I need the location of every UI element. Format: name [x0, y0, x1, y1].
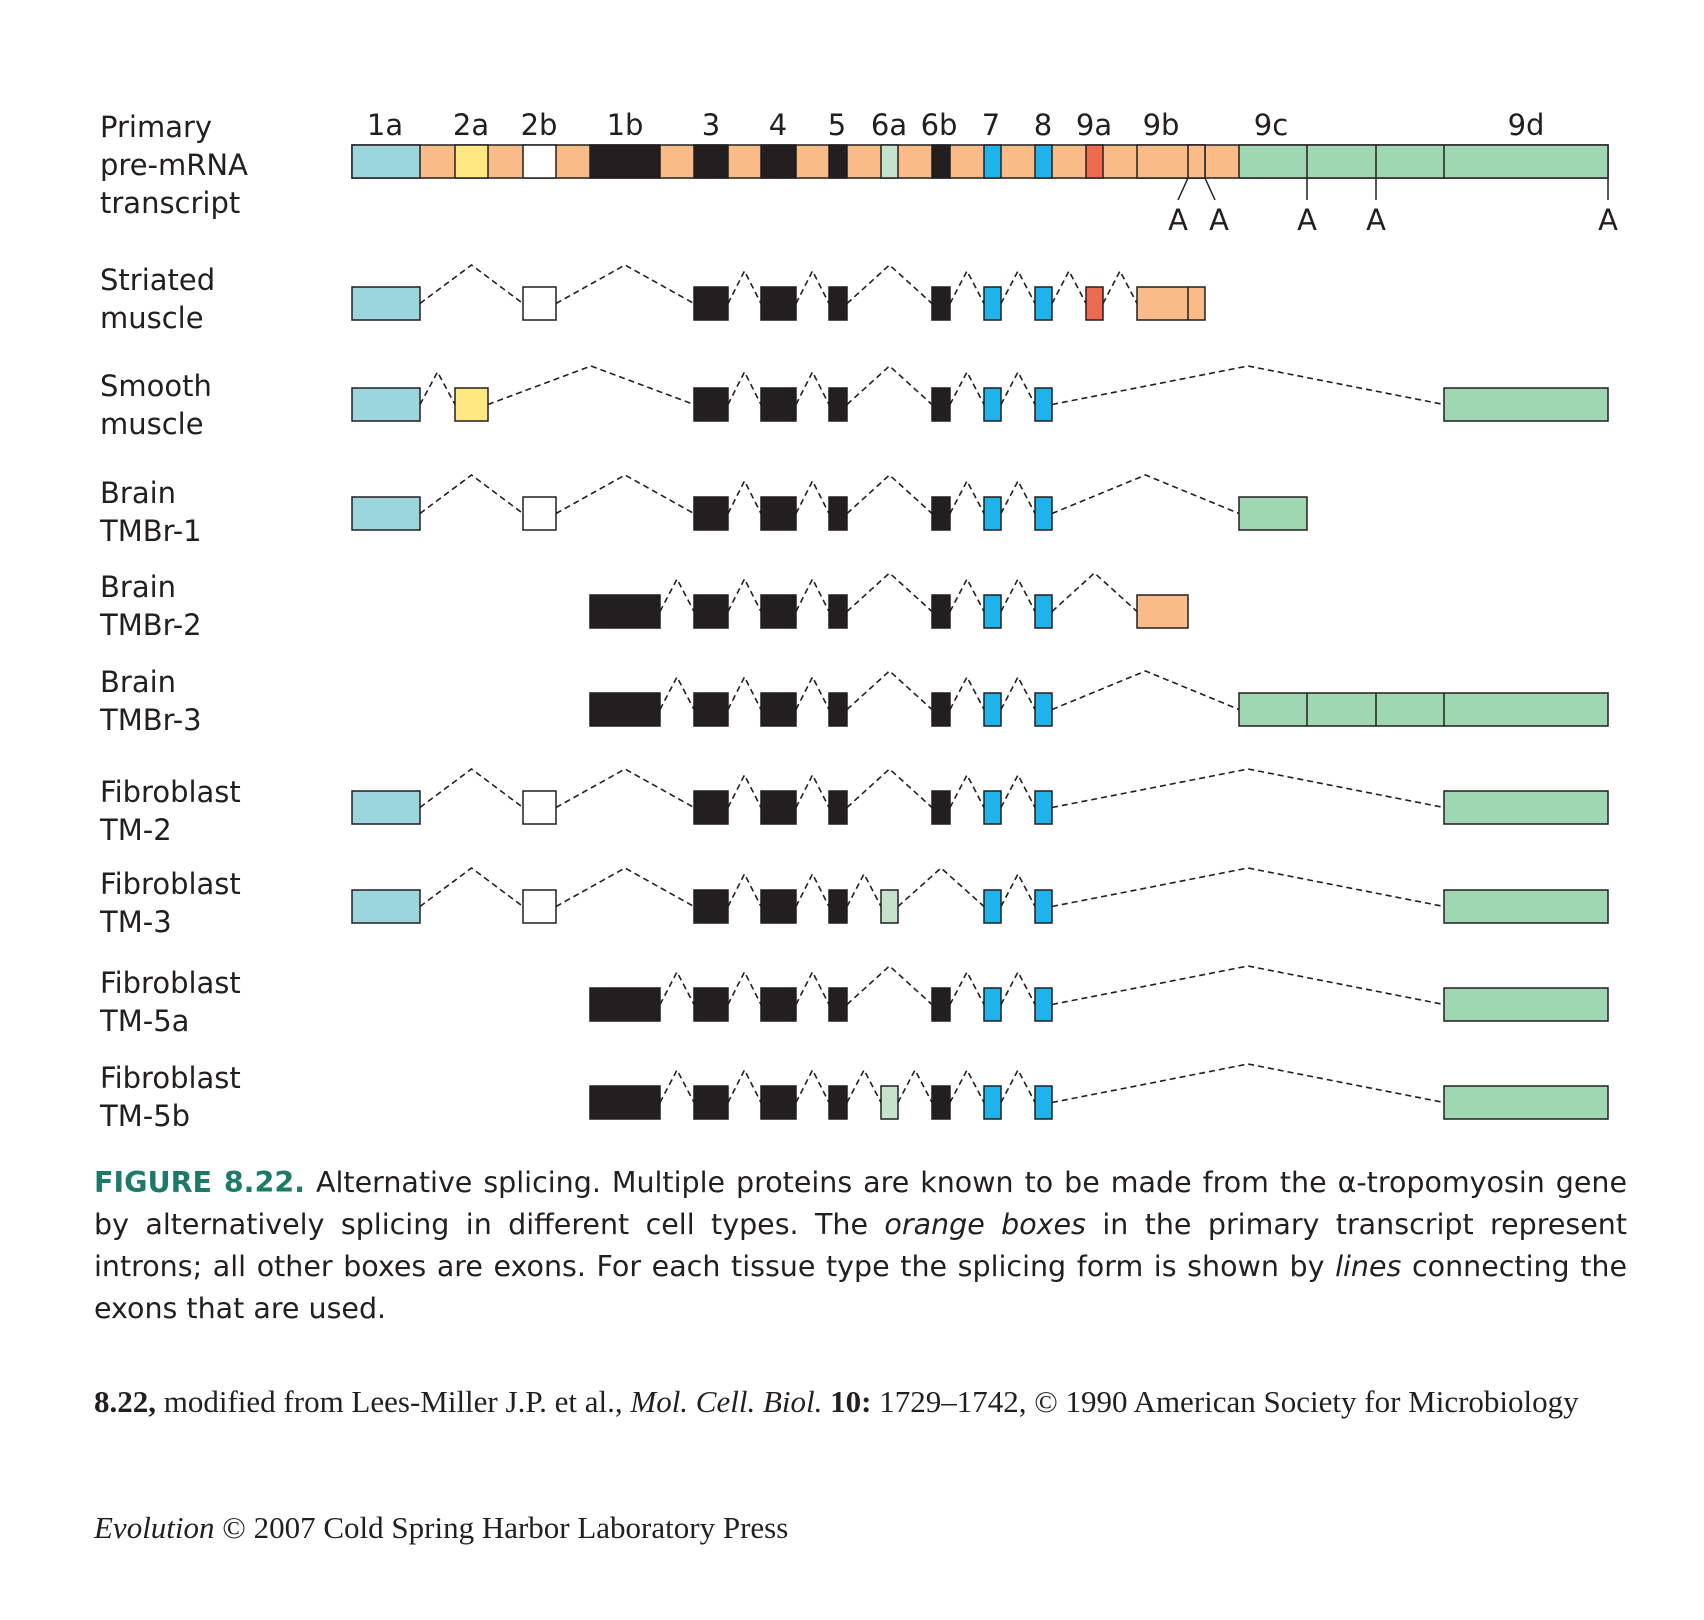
- splice-connector: [847, 1070, 881, 1103]
- polyA-label: A: [1209, 203, 1229, 237]
- isoform-exon-track: [590, 671, 1608, 726]
- exon-8: [1035, 287, 1052, 320]
- exon-8: [1035, 595, 1052, 628]
- splice-connector: [1052, 271, 1086, 304]
- splice-connector: [728, 677, 761, 710]
- figure-caption: [94, 1162, 1627, 1330]
- exon-6a: [881, 1086, 898, 1119]
- isoform-exon-track: [590, 573, 1188, 628]
- exon-1b: [590, 1086, 660, 1119]
- exon-label-2b: 2b: [520, 108, 558, 142]
- exon-9d: [1444, 1086, 1608, 1119]
- splice-connector: [796, 579, 829, 612]
- isoform-label-line-1: Brain: [100, 570, 177, 604]
- caption-text-2: in the primary transcript represent introns; all other boxes are exons. For each tissue type the splicing form is shown by: [94, 1208, 1627, 1283]
- exon-4: [761, 497, 796, 530]
- exon-7: [984, 287, 1001, 320]
- isoform-label-line-2: muscle: [100, 301, 204, 335]
- isoform-label-line-2: TM-5a: [100, 1004, 190, 1038]
- credit-volume: 10:: [830, 1384, 872, 1419]
- exon-3: [694, 595, 728, 628]
- isoform-label-line-1: Striated: [100, 263, 216, 297]
- exon-7: [984, 988, 1001, 1021]
- isoform-exon-track: [590, 966, 1608, 1021]
- primary-transcript-label: [100, 110, 248, 220]
- splice-connector: [1052, 573, 1137, 612]
- caption-text-3: connecting the exons that are used.: [94, 1250, 1628, 1325]
- splice-connector: [847, 966, 932, 1005]
- exon-6b: [932, 595, 950, 628]
- splice-connector: [1001, 775, 1035, 808]
- splice-connector: [728, 874, 761, 907]
- splice-connector: [1052, 671, 1239, 710]
- splice-connector: [796, 271, 829, 304]
- splice-connector: [420, 868, 523, 907]
- exon-6b: [932, 388, 950, 421]
- exon-9d: [1444, 791, 1608, 824]
- splice-connector: [847, 573, 932, 612]
- isoform-label-line-1: Fibroblast: [100, 867, 241, 901]
- isoform-row-smooth-muscle: [100, 366, 1608, 441]
- splice-connector: [1052, 366, 1444, 405]
- isoform-label-line-1: Brain: [100, 665, 177, 699]
- splice-connector: [1001, 372, 1035, 405]
- exon-1a: [352, 388, 420, 421]
- exon-5: [829, 988, 847, 1021]
- exon-8: [1035, 693, 1052, 726]
- splice-connector: [1001, 874, 1035, 907]
- splice-connector: [660, 677, 694, 710]
- primary-exon-1a: [352, 145, 420, 178]
- exon-9a: [1086, 287, 1103, 320]
- isoform-label-line-1: Smooth: [100, 369, 212, 403]
- isoform-label-line-1: Fibroblast: [100, 775, 241, 809]
- exon-7: [984, 791, 1001, 824]
- primary-exon-1b: [590, 145, 660, 178]
- exon-5: [829, 791, 847, 824]
- exon-label-2a: 2a: [452, 108, 490, 142]
- exon-4: [761, 287, 796, 320]
- exon-5: [829, 890, 847, 923]
- exon-4: [761, 1086, 796, 1119]
- splice-connector: [950, 775, 984, 808]
- exon-1a: [352, 497, 420, 530]
- exon-5: [829, 595, 847, 628]
- splice-connector: [796, 677, 829, 710]
- splice-connector: [1001, 271, 1035, 304]
- exon-label-5: 5: [827, 108, 847, 142]
- credit-text-2: 1729–1742, © 1990 American Society for Microbiology: [879, 1384, 1579, 1419]
- isoform-label-line-1: Fibroblast: [100, 966, 241, 1000]
- exon-6b: [932, 791, 950, 824]
- exon-label-9c: 9c: [1253, 108, 1289, 142]
- splice-connector: [728, 372, 761, 405]
- exon-1a: [352, 287, 420, 320]
- caption-emphasis-1: orange boxes: [884, 1208, 1086, 1241]
- exon-3: [694, 693, 728, 726]
- exon-3: [694, 388, 728, 421]
- primary-exon-2a: [455, 145, 488, 178]
- splice-connector: [728, 481, 761, 514]
- exon-label-7: 7: [981, 108, 1001, 142]
- exon-7: [984, 497, 1001, 530]
- polyA-label: A: [1366, 203, 1386, 237]
- exon-7: [984, 693, 1001, 726]
- splice-connector: [950, 1070, 984, 1103]
- exon-label-4: 4: [768, 108, 788, 142]
- exon-7: [984, 388, 1001, 421]
- splice-connector: [898, 1070, 932, 1103]
- splice-connector: [1001, 579, 1035, 612]
- splice-connector: [660, 972, 694, 1005]
- isoform-label-line-2: TMBr-3: [100, 703, 202, 737]
- splice-connector: [1052, 769, 1444, 808]
- isoform-label-line-2: TM-2: [100, 813, 172, 847]
- exon-9cd: [1239, 693, 1608, 726]
- polyA-sites: [1178, 178, 1608, 200]
- splice-connector: [796, 874, 829, 907]
- exon-5: [829, 693, 847, 726]
- exon-label-9a: 9a: [1075, 108, 1113, 142]
- splice-connector: [660, 579, 694, 612]
- exon-8: [1035, 988, 1052, 1021]
- exon-5: [829, 388, 847, 421]
- isoform-row-fibroblast-tm-3: [99, 867, 1608, 939]
- exon-6a: [881, 890, 898, 923]
- splice-connector: [796, 481, 829, 514]
- splice-connector: [950, 677, 984, 710]
- exon-label-6a: 6a: [870, 108, 908, 142]
- splice-connector: [556, 769, 694, 808]
- primary-exon-3: [694, 145, 728, 178]
- primary-exon-9a: [1086, 145, 1103, 178]
- exon-8: [1035, 1086, 1052, 1119]
- exon-label-1b: 1b: [606, 108, 644, 142]
- exon-9d: [1444, 890, 1608, 923]
- exon-4: [761, 388, 796, 421]
- polyA-tick: [1205, 178, 1215, 200]
- exon-6b: [932, 497, 950, 530]
- isoform-row-fibroblast-tm-2: [99, 769, 1608, 847]
- exon-9c: [1239, 497, 1307, 530]
- isoform-exon-track: [352, 769, 1608, 824]
- splice-connector: [796, 775, 829, 808]
- isoform-label-line-2: TM-3: [100, 905, 172, 939]
- primary-exon-9b2: [1188, 145, 1205, 178]
- isoform-row-fibroblast-tm-5a: [99, 966, 1608, 1038]
- splice-connector: [728, 972, 761, 1005]
- caption-emphasis-2: lines: [1335, 1250, 1402, 1283]
- exon-label-8: 8: [1033, 108, 1053, 142]
- primary-exon-2b: [523, 145, 556, 178]
- isoform-row-fibroblast-tm-5b: [99, 1061, 1608, 1133]
- exon-8: [1035, 497, 1052, 530]
- exon-labels: [367, 108, 1545, 142]
- exon-3: [694, 890, 728, 923]
- splice-connector: [420, 372, 455, 405]
- splice-connector: [796, 372, 829, 405]
- primary-label-line-1: Primary: [100, 110, 213, 144]
- splice-connector: [728, 1070, 761, 1103]
- figure-credit: [94, 1380, 1627, 1424]
- splice-connector: [847, 366, 932, 405]
- splice-connector: [950, 481, 984, 514]
- exon-7: [984, 1086, 1001, 1119]
- isoform-label-line-1: Brain: [100, 476, 177, 510]
- splice-connector: [847, 769, 932, 808]
- exon-1a: [352, 890, 420, 923]
- primary-exon-5: [829, 145, 847, 178]
- splice-connector: [420, 769, 523, 808]
- exon-4: [761, 595, 796, 628]
- splice-connector: [1052, 966, 1444, 1005]
- primary-exon-7: [984, 145, 1001, 178]
- exon-1b: [590, 988, 660, 1021]
- exon-3: [694, 287, 728, 320]
- exon-6b: [932, 287, 950, 320]
- isoform-label-line-2: TM-5b: [100, 1099, 191, 1133]
- exon-8: [1035, 890, 1052, 923]
- exon-4: [761, 890, 796, 923]
- splice-connector: [1052, 475, 1239, 514]
- exon-2b: [523, 497, 556, 530]
- exon-6b: [932, 1086, 950, 1119]
- splice-connector: [1052, 868, 1444, 907]
- splice-connector: [728, 775, 761, 808]
- exon-1b: [590, 595, 660, 628]
- splice-connector: [728, 579, 761, 612]
- primary-exon-9cd: [1239, 145, 1608, 178]
- exon-2b: [523, 890, 556, 923]
- exon-3: [694, 791, 728, 824]
- exon-7: [984, 595, 1001, 628]
- exon-7: [984, 890, 1001, 923]
- splice-connector: [950, 271, 984, 304]
- isoform-exon-track: [352, 265, 1205, 320]
- caption-text-1: Alternative splicing. Multiple proteins are known to be made from the α-tropomyosin gene by alternatively splicing in different cell types. The: [94, 1166, 1627, 1241]
- isoform-row-brain-tmbr-1: [99, 475, 1307, 548]
- exon-label-9b: 9b: [1142, 108, 1180, 142]
- exon-1a: [352, 791, 420, 824]
- splice-connector: [556, 868, 694, 907]
- exon-4: [761, 988, 796, 1021]
- primary-exon-8: [1035, 145, 1052, 178]
- isoform-label-line-1: Fibroblast: [100, 1061, 241, 1095]
- credit-journal: Mol. Cell. Biol.: [630, 1384, 823, 1419]
- isoform-exon-track: [352, 475, 1307, 530]
- splice-connector: [1103, 271, 1137, 304]
- polyA-tick: [1178, 178, 1188, 200]
- exon-6b: [932, 988, 950, 1021]
- splice-connector: [1052, 1064, 1444, 1103]
- splice-connector: [556, 265, 694, 304]
- exon-label-3: 3: [701, 108, 721, 142]
- polyA-labels: [1168, 203, 1618, 237]
- exon-1b: [590, 693, 660, 726]
- exon-2a: [455, 388, 488, 421]
- primary-exon-6b: [932, 145, 950, 178]
- splice-connector: [847, 475, 932, 514]
- exon-8: [1035, 388, 1052, 421]
- splice-connector: [796, 1070, 829, 1103]
- exon-9d: [1444, 388, 1608, 421]
- splice-connector: [847, 265, 932, 304]
- exon-9b1: [1137, 595, 1188, 628]
- primary-exon-4: [761, 145, 796, 178]
- copyright-book: Evolution: [94, 1510, 215, 1545]
- exon-5: [829, 287, 847, 320]
- exon-8: [1035, 791, 1052, 824]
- exon-3: [694, 1086, 728, 1119]
- primary-label-line-2: pre-mRNA: [100, 148, 248, 182]
- splice-connector: [796, 972, 829, 1005]
- exon-2b: [523, 287, 556, 320]
- isoform-row-brain-tmbr-2: [99, 570, 1188, 642]
- exon-2b: [523, 791, 556, 824]
- splice-connector: [1001, 677, 1035, 710]
- exon-3: [694, 497, 728, 530]
- credit-text-1: modified from Lees-Miller J.P. et al.,: [163, 1384, 623, 1419]
- splice-connector: [950, 972, 984, 1005]
- exon-4: [761, 693, 796, 726]
- splice-connector: [556, 475, 694, 514]
- exon-5: [829, 497, 847, 530]
- isoform-label-line-2: TMBr-1: [100, 514, 202, 548]
- splice-connector: [847, 874, 881, 907]
- splice-connector: [950, 579, 984, 612]
- exon-3: [694, 988, 728, 1021]
- splice-connector: [660, 1070, 694, 1103]
- polyA-label: A: [1297, 203, 1317, 237]
- splice-connector: [1001, 1070, 1035, 1103]
- splice-connector: [1001, 481, 1035, 514]
- exon-label-1a: 1a: [366, 108, 404, 142]
- exon-5: [829, 1086, 847, 1119]
- primary-transcript-bar: [352, 145, 1608, 178]
- splice-connector: [1001, 972, 1035, 1005]
- primary-label-line-3: transcript: [100, 186, 241, 220]
- figure-label: FIGURE 8.22.: [94, 1166, 305, 1199]
- polyA-label: A: [1168, 203, 1188, 237]
- isoform-row-brain-tmbr-3: [99, 665, 1608, 737]
- exon-9d: [1444, 988, 1608, 1021]
- exon-4: [761, 791, 796, 824]
- exon-6b: [932, 693, 950, 726]
- splice-connector: [950, 372, 984, 405]
- exon-label-6b: 6b: [920, 108, 958, 142]
- splice-connector: [420, 475, 523, 514]
- splice-connector: [728, 271, 761, 304]
- copyright-text: © 2007 Cold Spring Harbor Laboratory Press: [222, 1510, 789, 1545]
- primary-exon-6a: [881, 145, 898, 178]
- exon-label-9d: 9d: [1507, 108, 1545, 142]
- isoform-label-line-2: TMBr-2: [100, 608, 202, 642]
- copyright-line: [94, 1506, 788, 1550]
- isoform-exon-track: [590, 1064, 1608, 1119]
- splice-connector: [847, 671, 932, 710]
- isoform-exon-track: [352, 868, 1608, 923]
- isoform-row-striated-muscle: [100, 263, 1205, 335]
- credit-ref: 8.22,: [94, 1384, 156, 1419]
- polyA-label: A: [1598, 203, 1618, 237]
- splice-connector: [488, 366, 694, 405]
- exon-9b: [1137, 287, 1205, 320]
- splice-connector: [420, 265, 523, 304]
- isoform-label-line-2: muscle: [100, 407, 204, 441]
- splice-connector: [898, 868, 984, 907]
- isoform-exon-track: [352, 366, 1608, 421]
